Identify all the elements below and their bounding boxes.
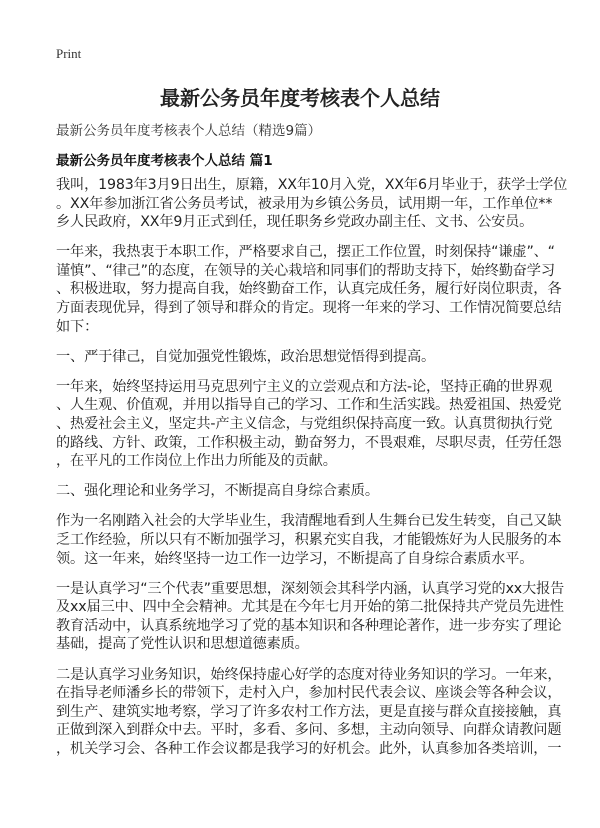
paragraph-line: 如下： xyxy=(56,318,99,335)
paragraph xyxy=(56,348,556,367)
paragraph-line: ，机关学习会、各种工作会议都是我学习的好机会。此外，认真参加各类培训，一 xyxy=(56,740,562,757)
paragraph xyxy=(56,378,562,471)
paragraph-line: 乡人民政府，XX年9月正式到任，现任职务乡党政办副主任、文书、公安员。 xyxy=(56,214,534,231)
paragraph-line: 在指导老师潘乡长的带领下，走村入户，参加村民代表会议、座谈会等各种会议， xyxy=(56,685,562,702)
paragraph-line: 作为一名刚踏入社会的大学毕业生，我清醒地看到人生舞台已发生转变，自己又缺 xyxy=(56,513,562,530)
paragraph xyxy=(56,580,565,654)
paragraph-line: 方面表现优异，得到了领导和群众的肯定。现将一年来的学习、工作情况简要总结 xyxy=(56,300,562,317)
print-link[interactable]: Print xyxy=(56,46,82,61)
paragraph-line: 正做到深入到群众中去。平时，多看、多问、多想，主动向领导、向群众请教问题 xyxy=(56,722,562,739)
paragraph xyxy=(56,176,568,232)
paragraph xyxy=(56,512,562,568)
paragraph-line: 教育活动中，认真系统地学习了党的基本知识和各种理论著作，进一步夯实了理论 xyxy=(56,617,562,634)
paragraph-line: 乏工作经验，所以只有不断加强学习，积累充实自我，才能锻炼好为人民服务的本 xyxy=(56,532,562,548)
paragraph-line: 二是认真学习业务知识，始终保持虚心好学的态度对待业务知识的学习。一年来， xyxy=(56,666,562,683)
paragraph-line: 。XX年参加浙江省公务员考试，被录用为乡镇公务员，试用期一年，工作单位** xyxy=(56,195,553,212)
document-subtitle: 最新公务员年度考核表个人总结（精选9篇） xyxy=(56,123,322,139)
paragraph-line: 基础，提高了党性认识和思想道德素质。 xyxy=(56,636,309,653)
paragraph-line: 及xx届三中、四中全会精神。尤其是在今年七月开始的第二批保持共产党员先进性 xyxy=(56,599,564,616)
paragraph xyxy=(56,666,562,759)
paragraph-line: 、人生观、价值观，并用以指导自己的学习、工作和生活实践。热爱祖国、热爱党 xyxy=(56,397,562,414)
paragraph-line: 、积极进取，努力提高自我，始终勤奋工作，认真完成任务，履行好岗位职责，各 xyxy=(56,281,562,298)
paragraph-line: 我叫，1983年3月9日出生，原籍，XX年10月入党，XX年6月毕业于，获学士学位 xyxy=(56,177,568,193)
paragraph-line: ，在平凡的工作岗位上作出力所能及的贡献。 xyxy=(56,453,337,470)
paragraph-line: 领。这一年来，始终坚持一边工作一边学习，不断提高了自身综合素质水平。 xyxy=(56,550,534,567)
paragraph xyxy=(56,243,562,336)
document-body xyxy=(56,176,568,770)
paragraph-line: 一、严于律己，自觉加强党性锻炼，政治思想觉悟得到提高。 xyxy=(56,348,436,365)
paragraph xyxy=(56,482,556,501)
paragraph-line: 的路线、方针、政策，工作积极主动，勤奋努力，不畏艰难，尽职尽责，任劳任怨 xyxy=(56,434,562,451)
paragraph-line: 一是认真学习“三个代表”重要思想，深刻领会其科学内涵，认真学习党的xx大报告 xyxy=(56,580,565,597)
paragraph-line: 、热爱社会主义，坚定共-产主义信念，与党组织保持高度一致。认真贯彻执行党 xyxy=(56,416,553,433)
paragraph-line: 一年来，始终坚持运用马克思列宁主义的立尝观点和方法-论，坚持正确的世界观 xyxy=(56,378,553,395)
document-title: 最新公务员年度考核表个人总结 xyxy=(160,86,440,110)
paragraph-line: 谨慎”、“律己”的态度，在领导的关心栽培和同事们的帮助支持下，始终勤奋学习 xyxy=(56,262,555,279)
section-heading: 最新公务员年度考核表个人总结 篇1 xyxy=(56,153,273,169)
paragraph-line: 到生产、建筑实地考察，学习了许多农村工作方法，更是直接与群众直接接触，真 xyxy=(56,703,562,720)
paragraph-line: 二、强化理论和业务学习，不断提高自身综合素质。 xyxy=(56,483,379,500)
paragraph-line: 一年来，我热衷于本职工作，严格要求自己，摆正工作位置，时刻保持“谦虚”、“ xyxy=(56,244,555,261)
